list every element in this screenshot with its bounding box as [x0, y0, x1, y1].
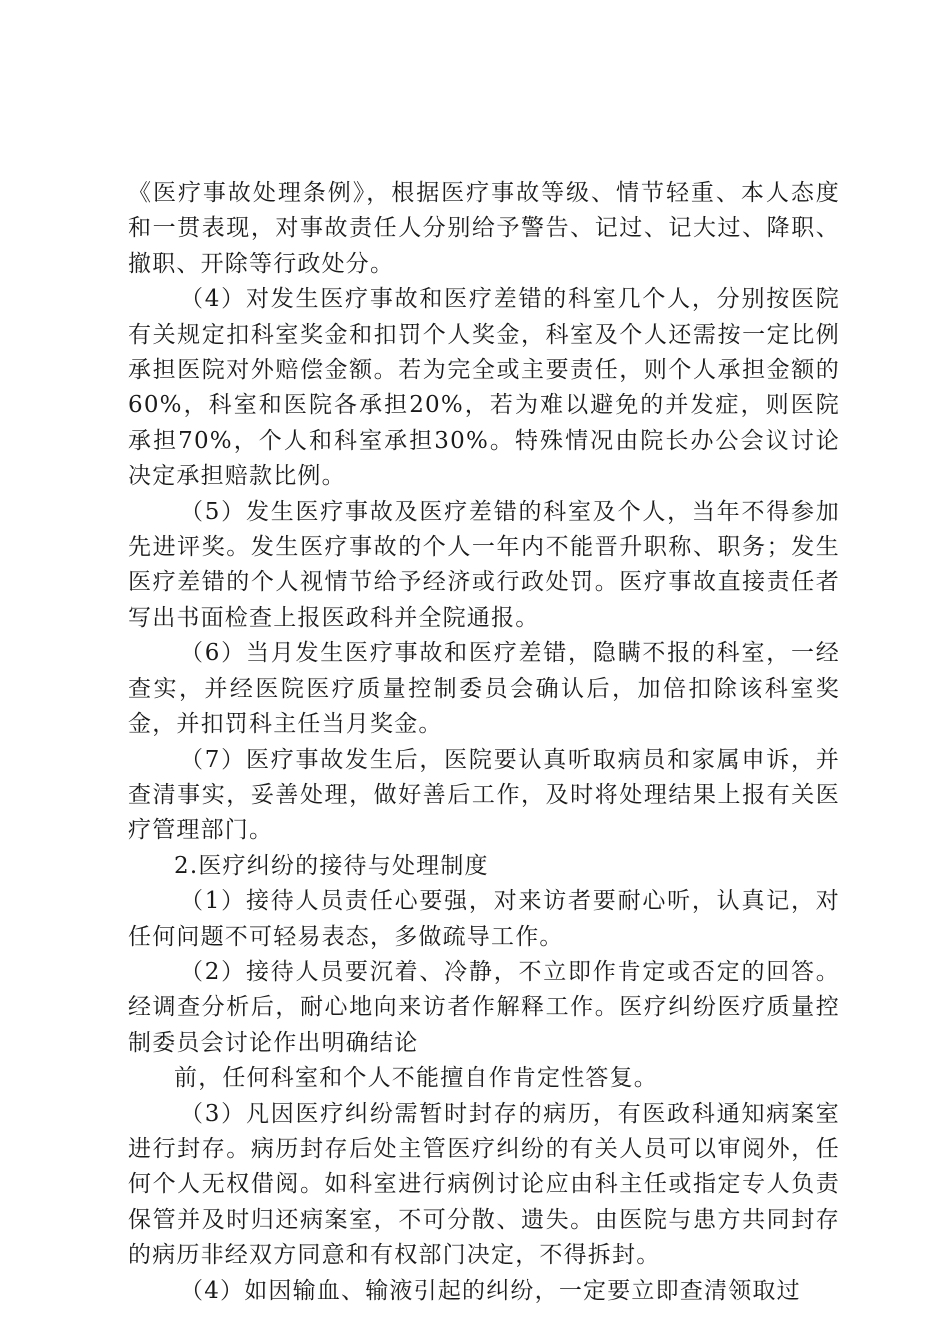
paragraph-dispute-item-2: （2）接待人员要沉着、冷静，不立即作肯定或否定的回答。经调查分析后，耐心地向来访者作解释工作。医疗纠纷医疗质量控制委员会讨论作出明确结论: [128, 958, 840, 1056]
paragraph-dispute-item-4: （4）如因输血、输液引起的纠纷，一定要立即查清领取过: [180, 1277, 801, 1304]
paragraph-administrative-sanctions: 《医疗事故处理条例》，根据医疗事故等级、情节轻重、本人态度和一贯表现，对事故责任人分别给予警告、记过、记大过、降职、撤职、开除等行政处分。: [128, 180, 840, 277]
paragraph-item-5-award-ineligibility: （5）发生医疗事故及医疗差错的科室及个人，当年不得参加先进评奖。发生医疗事故的个人一年内不能晋升职称、职务；发生医疗差错的个人视情节给予经济或行政处罚。医疗事故直接责任者写出书面检查上报医政科并全院通报。: [128, 498, 840, 631]
document-body: [128, 176, 840, 1309]
paragraph-dispute-item-1: （1）接待人员责任心要强，对来访者要耐心听，认真记，对任何问题不可轻易表态，多做疏导工作。: [128, 888, 840, 950]
paragraph-item-4-bonus-deduction: （4）对发生医疗事故和医疗差错的科室几个人，分别按医院有关规定扣科室奖金和扣罚个人奖金，科室及个人还需按一定比例承担医院对外赔偿金额。若为完全或主要责任，则个人承担金额的60%，科室和医院各承担20%，若为难以避免的并发症，则医院承担70%，个人和科室承担30%。特殊情况由院长办公会议讨论决定承担赔款比例。: [128, 286, 840, 490]
paragraph-item-6-concealment-penalty: （6）当月发生医疗事故和医疗差错，隐瞒不报的科室，一经查实，并经医院医疗质量控制委员会确认后，加倍扣除该科室奖金，并扣罚科主任当月奖金。: [128, 640, 840, 738]
paragraph-dispute-item-3: （3）凡因医疗纠纷需暂时封存的病历，有医政科通知病案室进行封存。病历封存后处主管医疗纠纷的有关人员可以审阅外，任何个人无权借阅。如科室进行病例讨论应由科主任或指定专人负责保管并及时归还病案室，不可分散、遗失。由医院与患方共同封存的病历非经双方同意和有权部门决定，不得拆封。: [128, 1100, 840, 1269]
paragraph-dispute-item-2-continued: 前，任何科室和个人不能擅自作肯定性答复。: [174, 1065, 658, 1092]
paragraph-item-7-post-incident-handling: （7）医疗事故发生后，医院要认真听取病员和家属申诉，并查清事实，妥善处理，做好善后工作，及时将处理结果上报有关医疗管理部门。: [128, 746, 840, 844]
section-heading-dispute-reception: 2.医疗纠纷的接待与处理制度: [174, 852, 489, 879]
